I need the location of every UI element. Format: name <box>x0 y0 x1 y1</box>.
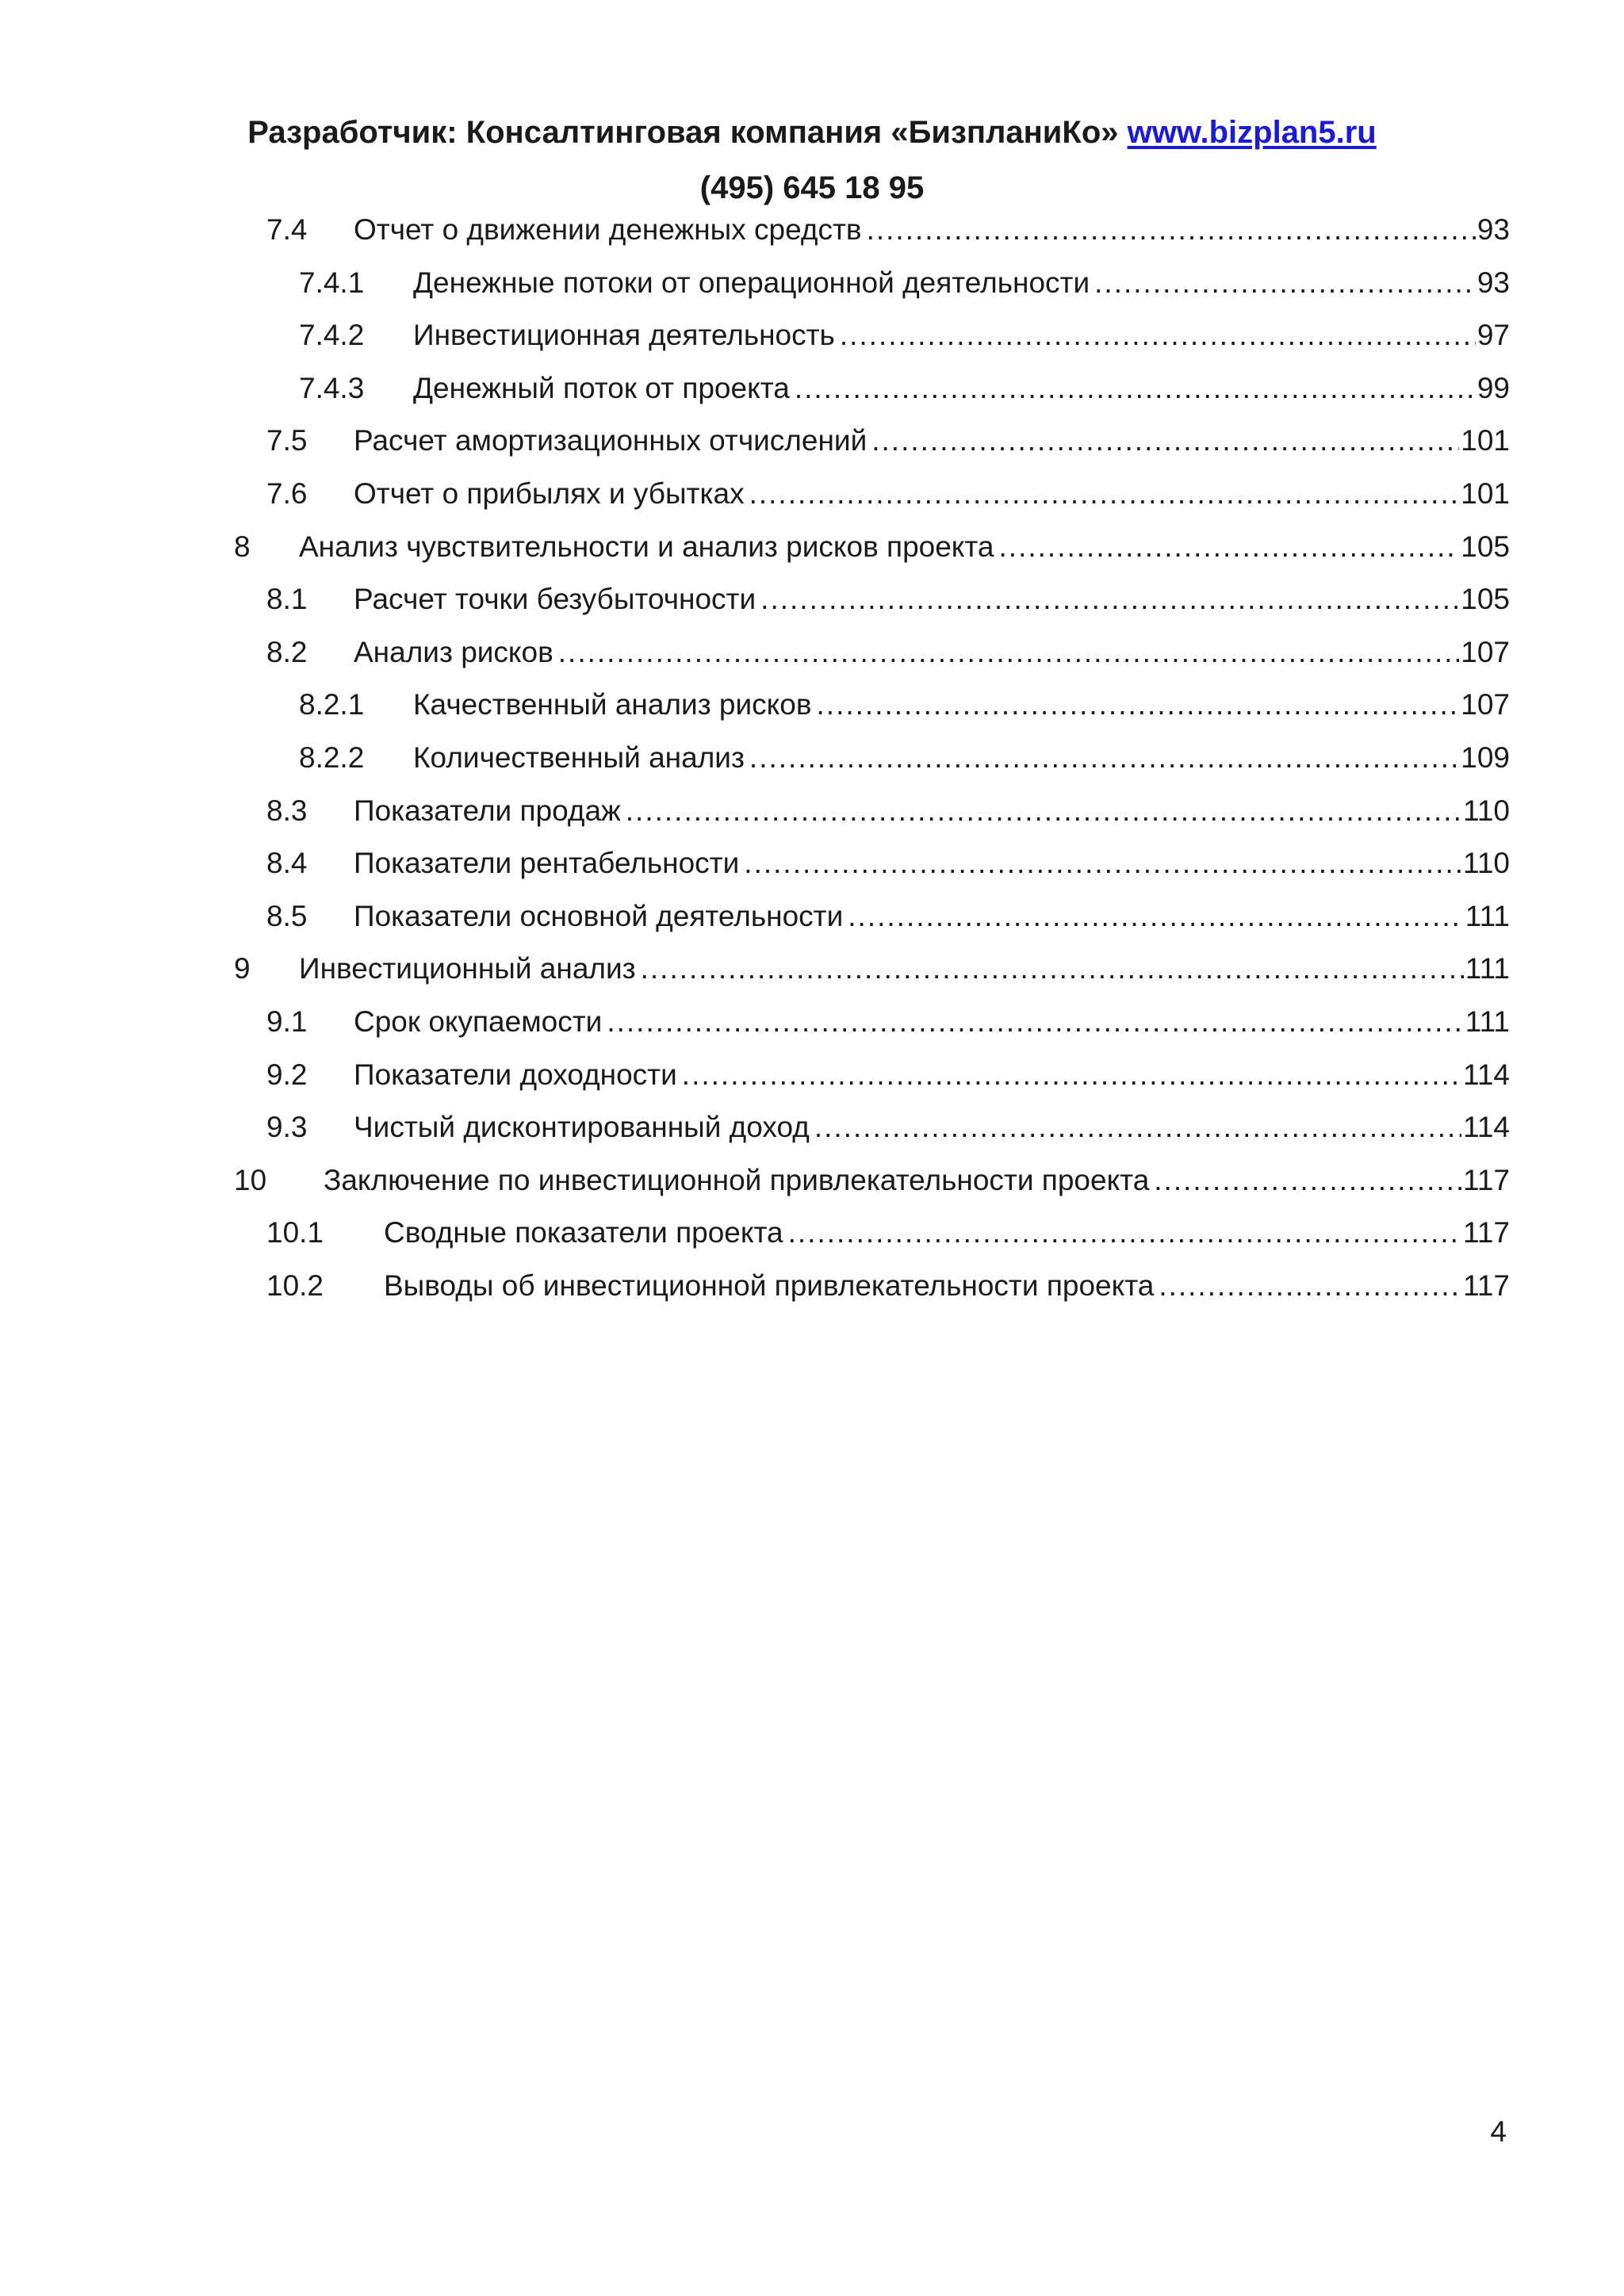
toc-entry-page: 110 <box>1463 794 1510 827</box>
toc-entry-number: 9.3 <box>266 1111 308 1144</box>
toc-entry[interactable] <box>0 943 1624 995</box>
toc-entry-number: 8.2 <box>266 635 308 668</box>
toc-dot-leader <box>788 1207 1461 1259</box>
toc-entry-page: 101 <box>1461 424 1510 457</box>
toc-entry[interactable] <box>0 1260 1624 1312</box>
toc-entry[interactable] <box>0 1049 1624 1101</box>
toc-entry-number: 10.2 <box>266 1269 324 1302</box>
toc-entry-number: 10.1 <box>266 1216 324 1249</box>
toc-entry-page: 117 <box>1463 1216 1510 1249</box>
toc-dot-leader <box>749 468 1460 520</box>
toc-entry-page: 109 <box>1461 741 1510 774</box>
toc-entry-page: 107 <box>1461 688 1510 721</box>
toc-dot-leader <box>1094 257 1476 309</box>
toc-entry[interactable] <box>0 257 1624 309</box>
toc-entry-page: 110 <box>1463 847 1510 880</box>
toc-entry-title: Показатели основной деятельности <box>354 899 844 932</box>
toc-entry-page: 93 <box>1477 266 1510 299</box>
toc-entry-number: 8.4 <box>266 847 308 880</box>
toc-entry-number: 8.1 <box>266 583 308 616</box>
toc-entry-number: 8.2.1 <box>299 688 365 721</box>
toc-entry[interactable] <box>0 732 1624 784</box>
toc-entry-title: Выводы об инвестиционной привлекательности проекта <box>384 1269 1155 1302</box>
toc-entry[interactable] <box>0 679 1624 731</box>
table-of-contents <box>0 204 1624 1313</box>
toc-entry[interactable] <box>0 1207 1624 1259</box>
toc-entry-title: Показатели рентабельности <box>354 847 740 880</box>
toc-entry-title: Срок окупаемости <box>354 1005 603 1038</box>
header-developer-line <box>0 113 1624 151</box>
toc-entry-title: Сводные показатели проекта <box>384 1216 783 1249</box>
toc-entry-page: 107 <box>1461 635 1510 668</box>
toc-entry-title: Качественный анализ рисков <box>413 688 812 721</box>
toc-dot-leader <box>558 626 1459 679</box>
toc-entry[interactable] <box>0 1101 1624 1154</box>
toc-dot-leader <box>817 679 1460 731</box>
toc-entry-number: 8 <box>234 530 251 563</box>
toc-entry[interactable] <box>0 890 1624 943</box>
toc-entry-number: 8.3 <box>266 794 308 827</box>
header-phone: (495) 645 18 95 <box>699 170 925 205</box>
toc-entry-number: 8.5 <box>266 899 308 932</box>
toc-entry-title: Расчет амортизационных отчислений <box>354 424 868 457</box>
toc-dot-leader <box>626 785 1461 837</box>
toc-entry-title: Денежный поток от проекта <box>413 371 790 404</box>
toc-entry-page: 97 <box>1477 319 1510 352</box>
toc-entry-title: Чистый дисконтированный доход <box>354 1111 810 1144</box>
toc-entry-number: 7.6 <box>266 477 308 510</box>
toc-entry[interactable] <box>0 996 1624 1048</box>
toc-dot-leader <box>1154 1154 1461 1207</box>
toc-dot-leader <box>795 362 1476 415</box>
toc-entry-page: 99 <box>1477 371 1510 404</box>
toc-entry-title: Показатели продаж <box>354 794 621 827</box>
toc-entry-number: 7.4 <box>266 213 308 246</box>
toc-entry[interactable] <box>0 573 1624 626</box>
toc-entry[interactable] <box>0 626 1624 679</box>
toc-entry[interactable] <box>0 1154 1624 1207</box>
toc-dot-leader <box>1159 1260 1461 1312</box>
toc-entry-number: 7.5 <box>266 424 308 457</box>
toc-entry-title: Отчет о прибылях и убытках <box>354 477 745 510</box>
toc-dot-leader <box>682 1049 1461 1101</box>
toc-dot-leader <box>749 732 1459 784</box>
page-number: 4 <box>1490 2115 1507 2148</box>
toc-entry-title: Анализ чувствительности и анализ рисков проекта <box>299 530 994 563</box>
toc-entry-title: Количественный анализ <box>413 741 745 774</box>
toc-entry[interactable] <box>0 521 1624 573</box>
toc-entry-page: 105 <box>1461 583 1510 616</box>
toc-dot-leader <box>848 890 1463 943</box>
toc-dot-leader <box>871 415 1459 467</box>
toc-entry-page: 114 <box>1463 1111 1510 1144</box>
toc-entry-title: Денежные потоки от операционной деятельности <box>413 266 1090 299</box>
developer-label: Разработчик: Консалтинговая компания «БизпланиКо» <box>247 115 1119 150</box>
toc-dot-leader <box>999 521 1460 573</box>
toc-entry-title: Анализ рисков <box>354 635 553 668</box>
toc-entry[interactable] <box>0 362 1624 415</box>
toc-dot-leader <box>867 204 1476 256</box>
toc-entry-number: 7.4.3 <box>299 371 365 404</box>
toc-entry[interactable] <box>0 204 1624 256</box>
toc-entry-number: 7.4.2 <box>299 319 365 352</box>
toc-entry-title: Расчет точки безубыточности <box>354 583 756 616</box>
toc-entry[interactable] <box>0 785 1624 837</box>
toc-entry-title: Показатели доходности <box>354 1058 677 1091</box>
toc-dot-leader <box>744 837 1461 890</box>
toc-entry-page: 111 <box>1465 952 1510 985</box>
toc-entry-page: 111 <box>1465 899 1510 932</box>
toc-entry-page: 117 <box>1463 1269 1510 1302</box>
toc-entry-title: Инвестиционный анализ <box>299 952 636 985</box>
toc-dot-leader <box>760 573 1459 626</box>
toc-entry[interactable] <box>0 415 1624 467</box>
toc-dot-leader <box>840 309 1476 362</box>
toc-entry-number: 9 <box>234 952 251 985</box>
toc-entry-number: 9.2 <box>266 1058 308 1091</box>
toc-entry[interactable] <box>0 468 1624 520</box>
toc-entry-page: 101 <box>1461 477 1510 510</box>
toc-dot-leader <box>814 1101 1461 1154</box>
toc-entry-number: 7.4.1 <box>299 266 365 299</box>
toc-entry-page: 105 <box>1461 530 1510 563</box>
toc-entry-number: 10 <box>234 1163 267 1196</box>
website-link[interactable]: www.bizplan5.ru <box>1127 115 1377 150</box>
toc-entry-page: 114 <box>1463 1058 1510 1091</box>
toc-dot-leader <box>641 943 1464 995</box>
toc-entry-page: 93 <box>1477 213 1510 246</box>
toc-entry-number: 8.2.2 <box>299 741 365 774</box>
toc-entry-number: 9.1 <box>266 1005 308 1038</box>
toc-entry-title: Заключение по инвестиционной привлекательности проекта <box>324 1163 1150 1196</box>
toc-entry-page: 117 <box>1463 1163 1510 1196</box>
toc-entry[interactable] <box>0 309 1624 362</box>
toc-dot-leader <box>607 996 1463 1048</box>
toc-entry-page: 111 <box>1465 1005 1510 1038</box>
toc-entry[interactable] <box>0 837 1624 890</box>
toc-entry-title: Отчет о движении денежных средств <box>354 213 862 246</box>
toc-entry-title: Инвестиционная деятельность <box>413 319 835 352</box>
